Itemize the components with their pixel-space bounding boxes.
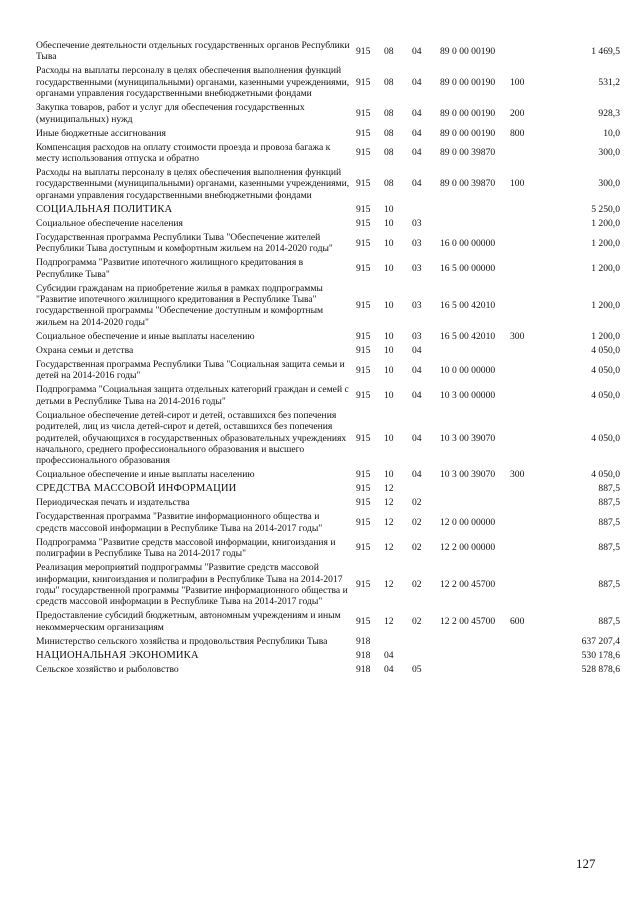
- row-name: Подпрограмма "Развитие средств массовой информации, книгоиздания и полиграфии в Республике Тыва на 2014-2017 годы": [36, 536, 336, 560]
- row-target-code: [440, 204, 510, 218]
- row-section-code: 12: [384, 542, 394, 554]
- row-ministry-code: 915: [356, 497, 371, 509]
- row-ministry-code: 918: [356, 635, 371, 647]
- row-ministry-code: 915: [356, 262, 371, 274]
- row-name: СРЕДСТВА МАССОВОЙ ИНФОРМАЦИИ: [36, 483, 237, 495]
- row-amount: 10,0: [603, 127, 620, 139]
- row-expense-type-code: 300: [510, 469, 525, 481]
- row-amount: 4 050,0: [591, 432, 620, 444]
- row-name: Периодическая печать и издательства: [36, 497, 190, 509]
- row-subsection-code: 02: [412, 579, 422, 591]
- row-amount: 887,5: [598, 579, 620, 591]
- row-name: Охрана семьи и детства: [36, 344, 134, 356]
- row-ministry-code: 915: [356, 432, 371, 444]
- row-name: Социальное обеспечение детей-сирот и детей, оставшихся без попечения родителей, лиц из числа детей-сирот и детей, оставшихся без попечения родителей, обучающихся в государственных образовательных учреждениях начального, среднего профессионального образования и высшего профессионального образования: [36, 409, 347, 467]
- table-row: [36, 167, 620, 204]
- table-row: [36, 511, 620, 536]
- row-amount: 887,5: [598, 542, 620, 554]
- row-target-code: 16 5 00 42010: [440, 330, 496, 342]
- row-amount: 300,0: [598, 178, 620, 190]
- row-target-code: [440, 345, 510, 359]
- row-ministry-code: 915: [356, 127, 371, 139]
- row-amount: 1 200,0: [591, 237, 620, 249]
- row-subsection-code: 02: [412, 542, 422, 554]
- table-row: [36, 359, 620, 384]
- row-ministry-code: 915: [356, 217, 371, 229]
- row-target-code: 89 0 00 00190: [440, 45, 496, 57]
- row-amount: 530 178,6: [581, 649, 620, 661]
- table-row: [36, 537, 620, 562]
- row-subsection-code: [412, 650, 440, 664]
- row-target-code: [440, 483, 510, 497]
- row-subsection-code: 02: [412, 497, 422, 509]
- row-expense-type-code: [510, 218, 550, 232]
- row-section-code: 10: [384, 330, 394, 342]
- row-subsection-code: [412, 483, 440, 497]
- row-name: Государственная программа Республики Тыва "Обеспечение жителей Республики Тыва доступным и комфортным жильем на 2014-2020 годы": [36, 231, 333, 255]
- row-section-code: 10: [384, 203, 394, 215]
- page-number: 127: [576, 856, 596, 871]
- table-row: [36, 636, 620, 650]
- row-name: Социальное обеспечение населения: [36, 217, 183, 229]
- row-ministry-code: 915: [356, 237, 371, 249]
- row-ministry-code: 915: [356, 579, 371, 591]
- row-subsection-code: 03: [412, 237, 422, 249]
- row-subsection-code: [412, 204, 440, 218]
- row-expense-type-code: [510, 204, 550, 218]
- row-section-code: 10: [384, 469, 394, 481]
- row-amount: 1 200,0: [591, 330, 620, 342]
- row-name: НАЦИОНАЛЬНАЯ ЭКОНОМИКА: [36, 649, 199, 661]
- table-row: [36, 257, 620, 282]
- row-expense-type-code: 600: [510, 616, 525, 628]
- row-section-code: 12: [384, 483, 394, 495]
- row-name: Государственная программа Республики Тыва "Социальная защита семьи и детей на 2014-2016 годы": [36, 358, 345, 382]
- row-subsection-code: 04: [412, 147, 422, 159]
- row-name: Расходы на выплаты персоналу в целях обеспечения выполнения функций государственными (муниципальными) органами, казенными учреждениями, органами управления государственными внебюджетными фондами: [36, 167, 350, 201]
- table-row: [36, 483, 620, 497]
- row-expense-type-code: 100: [510, 76, 525, 88]
- row-section-code: 10: [384, 299, 394, 311]
- row-section-code: 10: [384, 364, 394, 376]
- row-ministry-code: 918: [356, 663, 371, 675]
- row-ministry-code: 915: [356, 299, 371, 311]
- row-name: Подпрограмма "Социальная защита отдельных категорий граждан и семей с детьми в Республике Тыва на 2014-2016 годы": [36, 384, 349, 407]
- row-expense-type-code: [510, 650, 550, 664]
- row-expense-type-code: [510, 483, 550, 497]
- row-subsection-code: 04: [412, 178, 422, 190]
- row-target-code: 12 2 00 00000: [440, 542, 496, 554]
- row-amount: 4 050,0: [591, 389, 620, 401]
- row-expense-type-code: [510, 142, 550, 167]
- row-target-code: [440, 497, 510, 511]
- row-subsection-code: [412, 636, 440, 650]
- row-section-code: 12: [384, 497, 394, 509]
- row-name: Сельское хозяйство и рыболовство: [36, 663, 179, 675]
- row-ministry-code: 915: [356, 107, 371, 119]
- row-subsection-code: 03: [412, 330, 422, 342]
- row-amount: 5 250,0: [591, 203, 620, 215]
- row-subsection-code: 04: [412, 76, 422, 88]
- row-name: Государственная программа "Развитие информационного общества и средств массовой информации в Республике Тыва на 2014-2017 годы": [36, 511, 323, 534]
- row-ministry-code: 915: [356, 469, 371, 481]
- row-section-code: 08: [384, 107, 394, 119]
- row-amount: 1 469,5: [591, 45, 620, 57]
- row-subsection-code: 02: [412, 517, 422, 529]
- row-amount: 1 200,0: [591, 299, 620, 311]
- row-amount: 531,2: [598, 76, 620, 88]
- table-row: [36, 283, 620, 331]
- row-section-code: 08: [384, 45, 394, 57]
- row-subsection-code: 04: [412, 127, 422, 139]
- row-subsection-code: 03: [412, 299, 422, 311]
- row-target-code: 12 0 00 00000: [440, 517, 496, 529]
- row-expense-type-code: 100: [510, 178, 525, 190]
- row-amount: 528 878,6: [581, 663, 620, 675]
- row-amount: 4 050,0: [591, 469, 620, 481]
- row-subsection-code: 04: [412, 432, 422, 444]
- table-row: [36, 384, 620, 409]
- row-ministry-code: 915: [356, 616, 371, 628]
- row-ministry-code: 915: [356, 542, 371, 554]
- row-section-code: 12: [384, 579, 394, 591]
- row-expense-type-code: [510, 636, 550, 650]
- row-ministry-code: 915: [356, 344, 371, 356]
- table-row: [36, 128, 620, 142]
- table-row: [36, 204, 620, 218]
- row-target-code: 89 0 00 39870: [440, 147, 496, 159]
- row-amount: 4 050,0: [591, 344, 620, 356]
- row-target-code: 89 0 00 39870: [440, 178, 496, 190]
- row-name: Субсидии гражданам на приобретение жилья в рамках подпрограммы "Развитие ипотечного жилищного кредитования в Республике Тыва" государственной программы "Обеспечение доступным и комфортным жильем на 2014-2020 годы": [36, 282, 324, 328]
- row-name: Социальное обеспечение и иные выплаты населению: [36, 469, 255, 481]
- row-ministry-code: 915: [356, 517, 371, 529]
- row-amount: 1 200,0: [591, 217, 620, 229]
- row-subsection-code: 03: [412, 217, 422, 229]
- row-target-code: 89 0 00 00190: [440, 76, 496, 88]
- row-section-code: 10: [384, 237, 394, 249]
- row-section-code: [384, 636, 412, 650]
- row-section-code: 08: [384, 127, 394, 139]
- row-name: Подпрограмма "Развитие ипотечного жилищного кредитования в Республике Тыва": [36, 257, 304, 280]
- row-amount: 887,5: [598, 616, 620, 628]
- row-amount: 1 200,0: [591, 262, 620, 274]
- table-row: [36, 102, 620, 127]
- row-amount: 637 207,4: [581, 635, 620, 647]
- row-subsection-code: 04: [412, 344, 422, 356]
- row-ministry-code: 915: [356, 389, 371, 401]
- row-target-code: 16 5 00 42010: [440, 299, 496, 311]
- row-ministry-code: 915: [356, 330, 371, 342]
- row-name: Реализация мероприятий подпрограммы "Развитие средств массовой информации, книгоиздания и полиграфии в Республике Тыва на 2014-2017 годы" государственной программы "Развитие информационного общества и средств массовой информации в Республике Тыва на 2014-2017 годы": [36, 562, 348, 608]
- row-ministry-code: 915: [356, 364, 371, 376]
- row-section-code: 10: [384, 344, 394, 356]
- row-target-code: 10 3 00 39070: [440, 432, 496, 444]
- row-section-code: 08: [384, 178, 394, 190]
- row-name: Предоставление субсидий бюджетным, автономным учреждениям и иным некоммерческим организациям: [36, 610, 341, 633]
- row-name: Закупка товаров, работ и услуг для обеспечения государственных (муниципальных) нужд: [36, 102, 305, 125]
- row-target-code: [440, 636, 510, 650]
- table-body: [36, 40, 620, 678]
- row-ministry-code: 915: [356, 45, 371, 57]
- row-amount: 887,5: [598, 517, 620, 529]
- row-expense-type-code: [510, 384, 550, 409]
- row-name: Социальное обеспечение и иные выплаты населению: [36, 330, 255, 342]
- row-amount: 300,0: [598, 147, 620, 159]
- row-target-code: 16 5 00 00000: [440, 262, 496, 274]
- row-target-code: 10 0 00 00000: [440, 364, 496, 376]
- row-section-code: 08: [384, 76, 394, 88]
- row-target-code: 10 3 00 39070: [440, 469, 496, 481]
- row-expense-type-code: [510, 232, 550, 257]
- row-section-code: 04: [384, 649, 394, 661]
- table-row: [36, 664, 620, 678]
- row-section-code: 04: [384, 663, 394, 675]
- row-expense-type-code: [510, 410, 550, 470]
- row-target-code: 89 0 00 00190: [440, 107, 496, 119]
- row-expense-type-code: [510, 537, 550, 562]
- budget-table: [36, 40, 620, 678]
- row-expense-type-code: [510, 283, 550, 331]
- row-expense-type-code: 200: [510, 107, 525, 119]
- row-section-code: 12: [384, 616, 394, 628]
- row-section-code: 10: [384, 217, 394, 229]
- row-subsection-code: 04: [412, 45, 422, 57]
- table-row: [36, 232, 620, 257]
- table-row: [36, 610, 620, 635]
- row-target-code: [440, 650, 510, 664]
- row-name: Обеспечение деятельности отдельных государственных органов Республики Тыва: [36, 40, 350, 63]
- row-section-code: 12: [384, 517, 394, 529]
- row-ministry-code: 915: [356, 76, 371, 88]
- row-expense-type-code: 300: [510, 330, 525, 342]
- row-expense-type-code: [510, 562, 550, 610]
- table-row: [36, 469, 620, 483]
- row-section-code: 10: [384, 432, 394, 444]
- table-row: [36, 345, 620, 359]
- row-expense-type-code: [510, 497, 550, 511]
- row-amount: 928,3: [598, 107, 620, 119]
- row-target-code: [440, 664, 510, 678]
- row-subsection-code: 04: [412, 389, 422, 401]
- row-ministry-code: 915: [356, 483, 371, 495]
- row-target-code: 10 3 00 00000: [440, 389, 496, 401]
- table-row: [36, 218, 620, 232]
- row-target-code: 89 0 00 00190: [440, 127, 496, 139]
- row-expense-type-code: [510, 511, 550, 536]
- table-row: [36, 497, 620, 511]
- row-subsection-code: 02: [412, 616, 422, 628]
- row-section-code: 08: [384, 147, 394, 159]
- row-expense-type-code: [510, 664, 550, 678]
- row-expense-type-code: [510, 359, 550, 384]
- row-expense-type-code: 800: [510, 127, 525, 139]
- table-row: [36, 65, 620, 102]
- table-row: [36, 562, 620, 610]
- row-subsection-code: 04: [412, 107, 422, 119]
- row-amount: 887,5: [598, 483, 620, 495]
- row-target-code: 12 2 00 45700: [440, 616, 496, 628]
- row-ministry-code: 915: [356, 147, 371, 159]
- row-expense-type-code: [510, 257, 550, 282]
- row-target-code: 16 0 00 00000: [440, 237, 496, 249]
- row-subsection-code: 04: [412, 364, 422, 376]
- row-name: Расходы на выплаты персоналу в целях обеспечения выполнения функций государственными (муниципальными) органами, казенными учреждениями, органами управления государственными внебюджетными фондами: [36, 65, 350, 100]
- row-section-code: 10: [384, 262, 394, 274]
- row-ministry-code: 915: [356, 203, 371, 215]
- row-target-code: 12 2 00 45700: [440, 579, 496, 591]
- row-name: Министерство сельского хозяйства и продовольствия Республики Тыва: [36, 635, 328, 647]
- table-row: [36, 331, 620, 345]
- row-expense-type-code: [510, 345, 550, 359]
- row-subsection-code: 04: [412, 469, 422, 481]
- table-row: [36, 410, 620, 470]
- row-ministry-code: 918: [356, 649, 371, 661]
- row-name: Компенсация расходов на оплату стоимости проезда и провоза багажа к месту использования отпуска и обратно: [36, 141, 331, 165]
- row-subsection-code: 03: [412, 262, 422, 274]
- table-row: [36, 40, 620, 65]
- row-name: Иные бюджетные ассигнования: [36, 127, 166, 139]
- row-expense-type-code: [510, 40, 550, 65]
- row-amount: 4 050,0: [591, 364, 620, 376]
- table-row: [36, 650, 620, 664]
- table-row: [36, 142, 620, 167]
- row-target-code: [440, 218, 510, 232]
- row-amount: 887,5: [598, 497, 620, 509]
- row-ministry-code: 915: [356, 178, 371, 190]
- row-name: СОЦИАЛЬНАЯ ПОЛИТИКА: [36, 203, 173, 215]
- row-subsection-code: 05: [412, 663, 422, 675]
- row-section-code: 10: [384, 389, 394, 401]
